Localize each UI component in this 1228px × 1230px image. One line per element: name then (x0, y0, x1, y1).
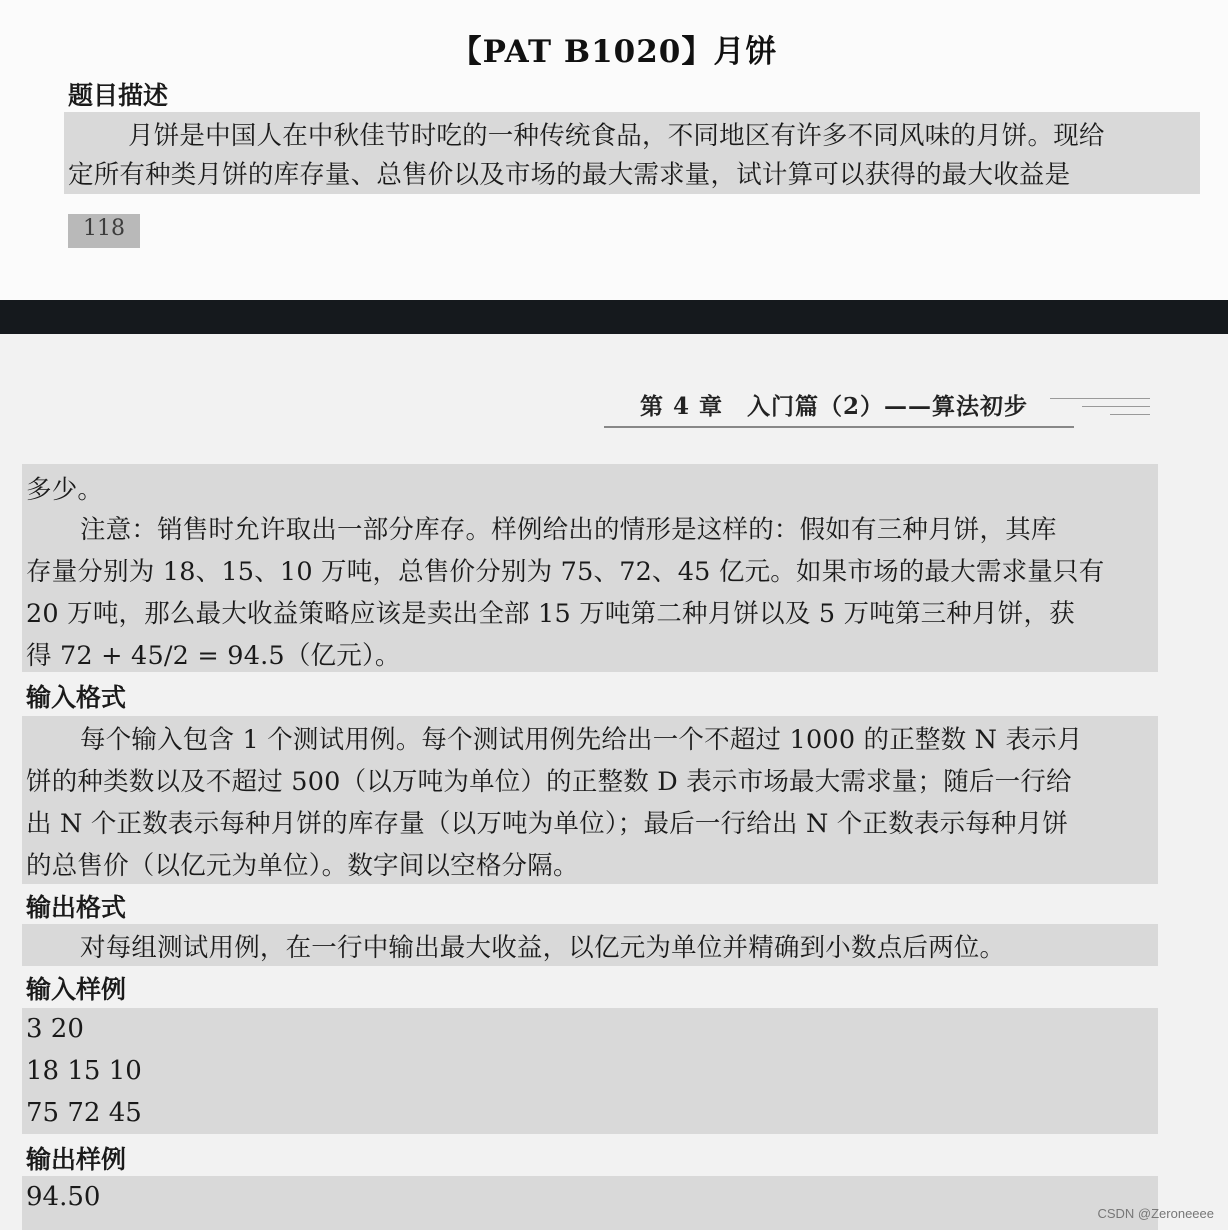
running-head: 第 4 章 入门篇（2）——算法初步 (640, 393, 1029, 420)
continued-line-3: 存量分别为 18、15、10 万吨，总售价分别为 75、72、45 亿元。如果市场的最大需求量只有 (26, 557, 1105, 587)
running-head-decoration-mid (1082, 406, 1150, 407)
input-format-line-4: 的总售价（以亿元为单位）。数字间以空格分隔。 (26, 851, 579, 881)
watermark: CSDN @Zeroneeee (1097, 1206, 1214, 1221)
page-separator-band (0, 300, 1228, 334)
continued-line-4: 20 万吨，那么最大收益策略应该是卖出全部 15 万吨第二种月饼以及 5 万吨第三种月饼，获 (26, 599, 1075, 629)
output-format-line-1: 对每组测试用例，在一行中输出最大收益，以亿元为单位并精确到小数点后两位。 (80, 933, 1006, 963)
input-format-line-1: 每个输入包含 1 个测试用例。每个测试用例先给出一个不超过 1000 的正整数 N 表示月 (80, 725, 1083, 755)
running-head-decoration-bottom (1110, 414, 1150, 415)
sample-input-line-2: 18 15 10 (26, 1056, 142, 1086)
sample-output-line-1: 94.50 (26, 1182, 101, 1212)
running-head-rule (604, 426, 1074, 428)
problem-description-line-2: 定所有种类月饼的库存量、总售价以及市场的最大需求量，试计算可以获得的最大收益是 (68, 160, 1071, 190)
continued-line-5: 得 72 + 45/2 = 94.5（亿元）。 (26, 641, 401, 671)
sample-input-shade (22, 1008, 1158, 1134)
problem-description-heading: 题目描述 (68, 81, 169, 110)
page-title: 【PAT B1020】月饼 (450, 34, 778, 70)
input-format-heading: 输入格式 (26, 683, 127, 712)
sample-output-shade (22, 1176, 1158, 1230)
input-format-line-2: 饼的种类数以及不超过 500（以万吨为单位）的正整数 D 表示市场最大需求量；随后一行给 (26, 767, 1072, 797)
input-format-line-3: 出 N 个正数表示每种月饼的库存量（以万吨为单位）；最后一行给出 N 个正数表示每种月饼 (26, 809, 1069, 839)
continued-line-1: 多少。 (26, 475, 104, 505)
sample-output-heading: 输出样例 (26, 1145, 127, 1174)
output-format-heading: 输出格式 (26, 893, 127, 922)
sample-input-line-3: 75 72 45 (26, 1098, 142, 1128)
continued-line-2: 注意：销售时允许取出一部分库存。样例给出的情形是这样的：假如有三种月饼，其库 (80, 515, 1057, 545)
problem-description-line-1: 月饼是中国人在中秋佳节时吃的一种传统食品，不同地区有许多不同风味的月饼。现给 (128, 121, 1105, 151)
sample-input-line-1: 3 20 (26, 1014, 84, 1044)
sample-input-heading: 输入样例 (26, 975, 127, 1004)
running-head-decoration-top (1050, 398, 1150, 399)
page-number: 118 (83, 216, 125, 241)
